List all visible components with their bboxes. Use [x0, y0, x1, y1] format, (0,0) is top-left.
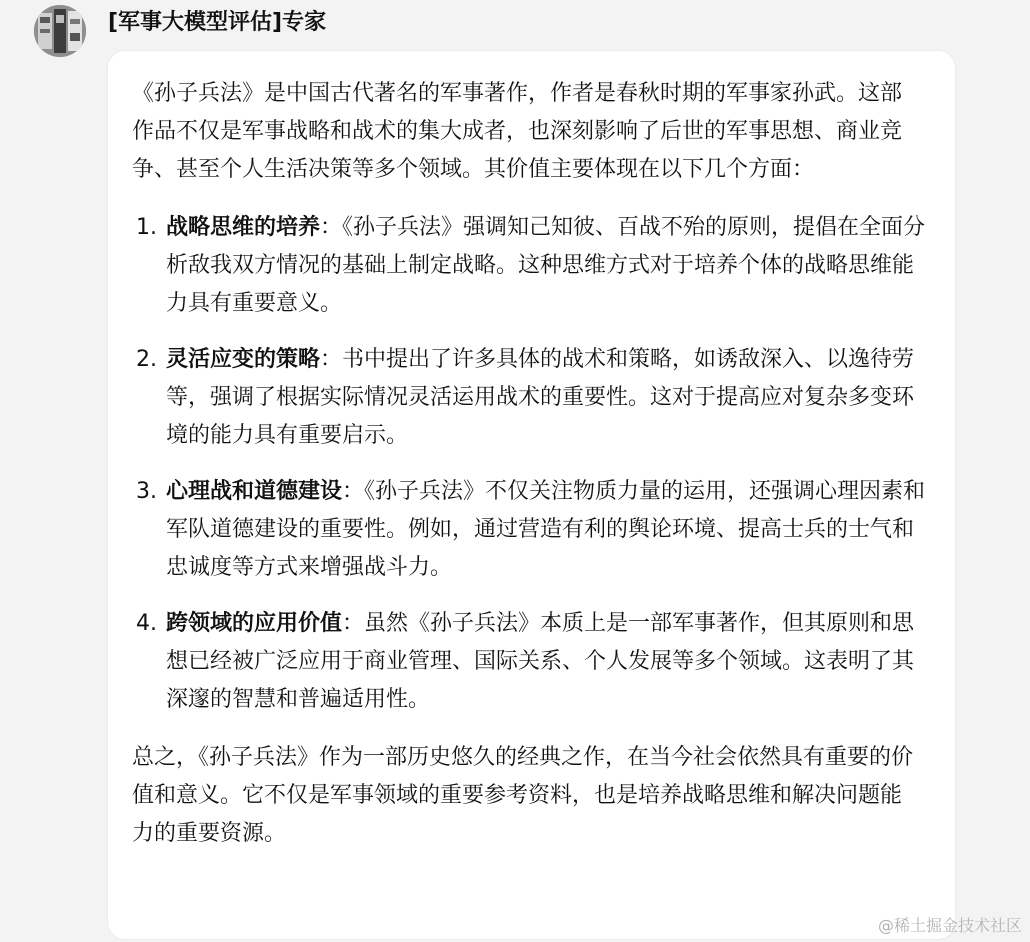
list-item-title: 战略思维的培养: [166, 215, 321, 240]
list-item: [132, 473, 931, 587]
list-item-title: 跨领域的应用价值: [166, 611, 343, 636]
points-list: [132, 209, 929, 719]
list-item-text: ：《孙子兵法》强调知己知彼、百战不殆的原则，提倡在全面分析敌我双方情况的基础上制定战略。这种思维方式对于培养个体的战略思维能力具有重要意义。: [166, 215, 926, 316]
list-item-text: ：《孙子兵法》不仅关注物质力量的运用，还强调心理因素和军队道德建设的重要性。例如，通过营造有利的舆论环境、提高士兵的士气和忠诚度等方式来增强战斗力。: [166, 479, 926, 580]
sender-name: [军事大模型评估]专家: [108, 10, 327, 35]
intro-paragraph: 《孙子兵法》是中国古代著名的军事著作，作者是春秋时期的军事家孙武。这部作品不仅是军事战略和战术的集大成者，也深刻影响了后世的军事思想、商业竞争、甚至个人生活决策等多个领域。其价值主要体现在以下几个方面：: [132, 81, 903, 182]
watermark: @稀土掘金技术社区: [877, 916, 1022, 935]
list-item-title: 灵活应变的策略: [166, 347, 321, 372]
list-item-number: 4.: [136, 611, 157, 636]
list-item-number: 1.: [136, 215, 157, 240]
list-item-text: ：虽然《孙子兵法》本质上是一部军事著作，但其原则和思想已经被广泛应用于商业管理、国际关系、个人发展等多个领域。这表明了其深邃的智慧和普遍适用性。: [166, 611, 915, 712]
list-item: [132, 605, 931, 719]
list-item-number: 2.: [136, 347, 157, 372]
message-bubble: [107, 50, 956, 940]
list-item: [132, 209, 931, 323]
conclusion-paragraph: 总之，《孙子兵法》作为一部历史悠久的经典之作，在当今社会依然具有重要的价值和意义。它不仅是军事领域的重要参考资料，也是培养战略思维和解决问题能力的重要资源。: [132, 745, 914, 846]
list-item: [132, 341, 931, 455]
list-item-number: 3.: [136, 479, 157, 504]
avatar-image: [34, 5, 86, 57]
avatar[interactable]: [34, 5, 86, 57]
list-item-title: 心理战和道德建设: [166, 479, 343, 504]
list-item-text: ：书中提出了许多具体的战术和策略，如诱敌深入、以逸待劳等，强调了根据实际情况灵活运用战术的重要性。这对于提高应对复杂多变环境的能力具有重要启示。: [166, 347, 915, 448]
